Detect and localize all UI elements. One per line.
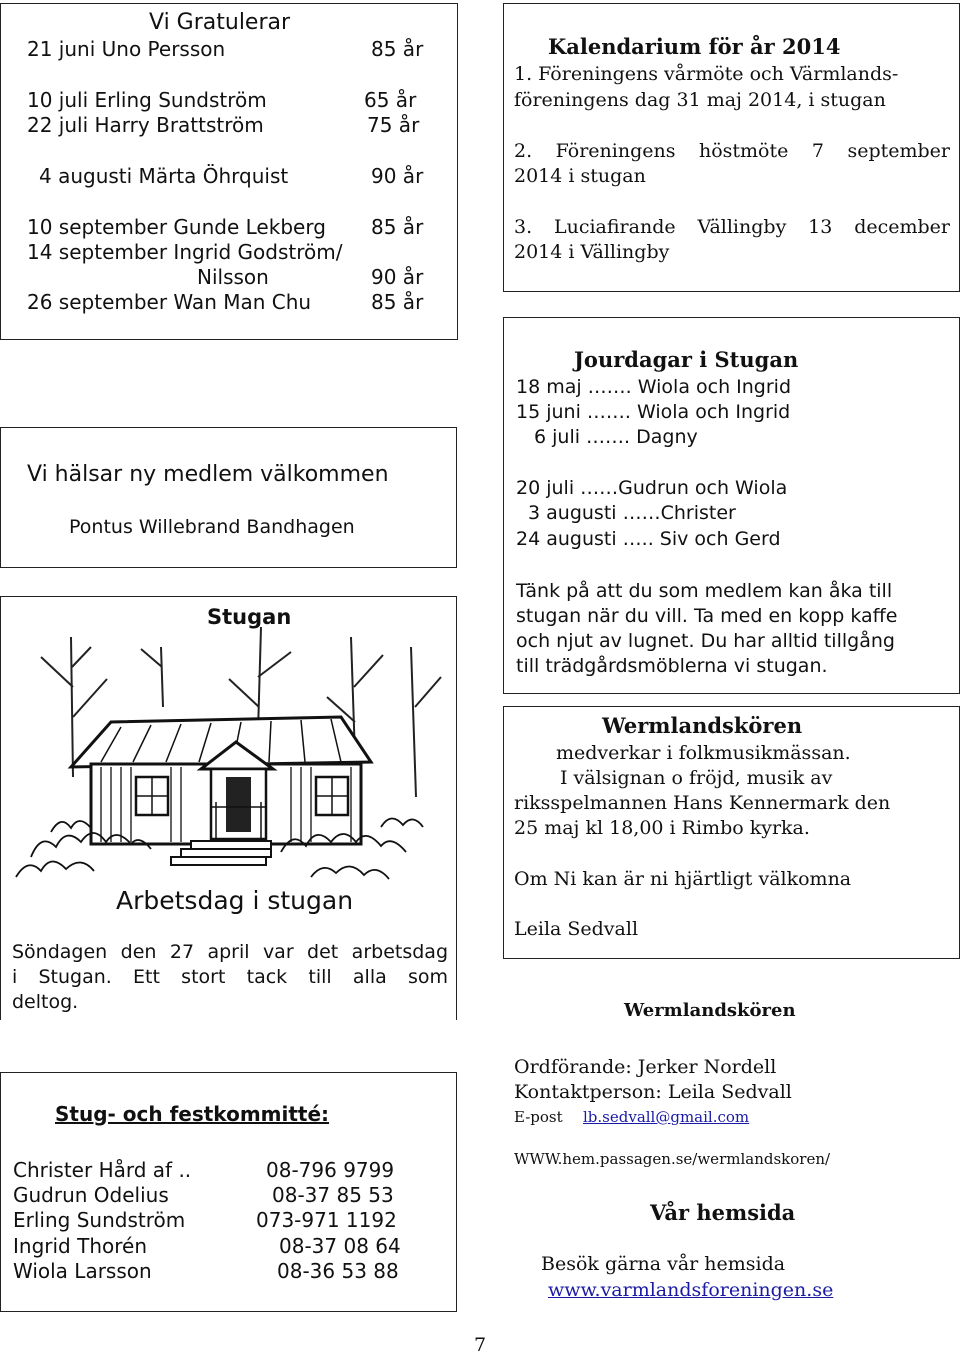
jourdagar-row: 20 juli ……Gudrun och Wiola bbox=[516, 477, 788, 499]
kalendarium-line: 3. Luciafirande Vällingby 13 december bbox=[514, 216, 950, 238]
gratulerar-row: 26 september Wan Man Chu bbox=[27, 290, 312, 314]
gratulerar-age: 65 år bbox=[364, 88, 417, 112]
kommitte-member-phone: 08-36 53 88 bbox=[277, 1259, 399, 1283]
gratulerar-box bbox=[0, 3, 458, 340]
gratulerar-title: Vi Gratulerar bbox=[149, 10, 291, 35]
gratulerar-row: 10 september Gunde Lekberg bbox=[27, 215, 326, 239]
gratulerar-row: 14 september Ingrid Godström/ bbox=[27, 240, 343, 264]
kalendarium-box bbox=[503, 3, 960, 292]
kalendarium-line: 2014 i stugan bbox=[514, 165, 646, 187]
stugan-text-line: i Stugan. Ett stort tack till alla som bbox=[12, 966, 448, 988]
stugan-title: Stugan bbox=[207, 605, 292, 629]
gratulerar-age: 75 år bbox=[367, 113, 420, 137]
kommitte-member-name: Gudrun Odelius bbox=[13, 1183, 169, 1207]
gratulerar-age: 85 år bbox=[371, 290, 424, 314]
kommitte-member-name: Wiola Larsson bbox=[13, 1259, 152, 1283]
kommitte-member-name: Ingrid Thorén bbox=[13, 1234, 147, 1258]
wermlandskoren-box-title: Wermlandskören bbox=[602, 713, 803, 738]
stugan-heading: Arbetsdag i stugan bbox=[116, 886, 354, 915]
kalendarium-line: 2. Föreningens höstmöte 7 september bbox=[514, 140, 950, 162]
gratulerar-age: 90 år bbox=[371, 164, 424, 188]
cabin-illustration bbox=[11, 627, 461, 885]
wermlandskoren-box-line: I välsignan o fröjd, musik av bbox=[560, 767, 833, 789]
jourdagar-note-line: stugan när du vill. Ta med en kopp kaffe bbox=[516, 605, 898, 627]
ny-medlem-name: Pontus Willebrand Bandhagen bbox=[69, 516, 355, 538]
kommitte-member-phone: 073-971 1192 bbox=[256, 1208, 397, 1232]
hemsida-title: Vår hemsida bbox=[650, 1200, 796, 1225]
ny-medlem-box bbox=[0, 427, 457, 568]
hemsida-link[interactable]: www.varmlandsforeningen.se bbox=[548, 1279, 834, 1301]
kommitte-member-phone: 08-37 85 53 bbox=[272, 1183, 394, 1207]
jourdagar-title: Jourdagar i Stugan bbox=[574, 347, 799, 372]
wermlandskoren-www: WWW.hem.passagen.se/wermlandskoren/ bbox=[514, 1150, 831, 1168]
kalendarium-line: 1. Föreningens vårmöte och Värmlands- bbox=[514, 63, 899, 85]
hemsida-text: Besök gärna vår hemsida bbox=[541, 1253, 786, 1275]
kalendarium-title: Kalendarium för år 2014 bbox=[548, 34, 841, 59]
wermlandskoren-contact: Kontaktperson: Leila Sedvall bbox=[514, 1081, 792, 1103]
wermlandskoren-box-line: medverkar i folkmusikmässan. bbox=[556, 742, 851, 764]
gratulerar-age: 90 år bbox=[371, 265, 424, 289]
ny-medlem-title: Vi hälsar ny medlem välkommen bbox=[27, 462, 389, 487]
kommitte-box bbox=[0, 1072, 457, 1312]
jourdagar-row: 3 augusti ……Christer bbox=[528, 502, 736, 524]
kommitte-member-phone: 08-796 9799 bbox=[266, 1158, 395, 1182]
wermlandskoren-email-link[interactable]: lb.sedvall@gmail.com bbox=[583, 1108, 750, 1126]
wermlandskoren-info-title: Wermlandskören bbox=[624, 1000, 796, 1021]
jourdagar-note-line: och njut av lugnet. Du har alltid tillgång bbox=[516, 630, 895, 652]
jourdagar-note-line: Tänk på att du som medlem kan åka till bbox=[516, 580, 893, 602]
wermlandskoren-box-line: riksspelmannen Hans Kennermark den bbox=[514, 792, 891, 814]
gratulerar-row: Nilsson bbox=[197, 265, 269, 289]
kommitte-member-name: Christer Hård af .. bbox=[13, 1158, 192, 1182]
jourdagar-row: 6 juli ……. Dagny bbox=[534, 426, 698, 448]
wermlandskoren-welcome: Om Ni kan är ni hjärtligt välkomna bbox=[514, 868, 852, 890]
kalendarium-line: föreningens dag 31 maj 2014, i stugan bbox=[514, 89, 886, 111]
gratulerar-row: 10 juli Erling Sundström bbox=[27, 88, 267, 112]
wermlandskoren-email-label: E-post bbox=[514, 1108, 563, 1126]
kommitte-member-name: Erling Sundström bbox=[13, 1208, 186, 1232]
stugan-text-line: Söndagen den 27 april var det arbetsdag bbox=[12, 941, 448, 963]
jourdagar-row: 18 maj ……. Wiola och Ingrid bbox=[516, 376, 792, 398]
gratulerar-age: 85 år bbox=[371, 215, 424, 239]
wermlandskoren-chair: Ordförande: Jerker Nordell bbox=[514, 1056, 777, 1078]
kommitte-title: Stug- och festkommitté: bbox=[55, 1102, 330, 1126]
gratulerar-row: 4 augusti Märta Öhrquist bbox=[39, 164, 289, 188]
page-number: 7 bbox=[474, 1334, 487, 1356]
wermlandskoren-box-line: 25 maj kl 18,00 i Rimbo kyrka. bbox=[514, 817, 810, 839]
kalendarium-line: 2014 i Vällingby bbox=[514, 241, 670, 263]
stugan-box bbox=[0, 596, 457, 1020]
stugan-text-line: deltog. bbox=[12, 991, 79, 1013]
jourdagar-box bbox=[503, 317, 960, 694]
jourdagar-row: 24 augusti ….. Siv och Gerd bbox=[516, 528, 781, 550]
jourdagar-row: 15 juni ……. Wiola och Ingrid bbox=[516, 401, 791, 423]
jourdagar-note-line: till trädgårdsmöblerna vi stugan. bbox=[516, 655, 828, 677]
gratulerar-row: 21 juni Uno Persson bbox=[27, 37, 226, 61]
gratulerar-age: 85 år bbox=[371, 37, 424, 61]
kommitte-member-phone: 08-37 08 64 bbox=[279, 1234, 401, 1258]
gratulerar-row: 22 juli Harry Brattström bbox=[27, 113, 264, 137]
wermlandskoren-signature: Leila Sedvall bbox=[514, 918, 639, 940]
wermlandskoren-box bbox=[503, 706, 960, 959]
